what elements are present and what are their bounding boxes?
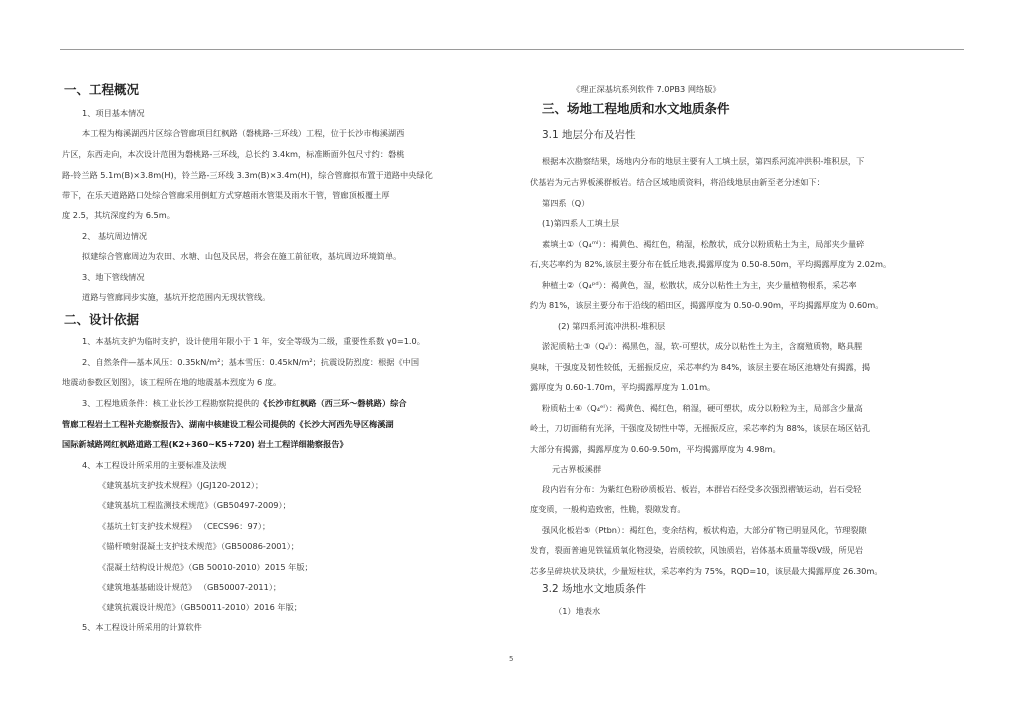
paragraph-line: 岭土，刀切面稍有光泽，干强度及韧性中等，无摇振反应，采芯率约为 88%，该层在场区钻孔 <box>530 423 871 433</box>
paragraph-line: 露厚度为 0.60-1.70m，平均揭露厚度为 1.01m。 <box>530 382 716 392</box>
paragraph-line: 度变质，一般构造致密，性脆，裂隙发育。 <box>530 504 686 514</box>
paragraph-line: 强风化板岩⑤（Ptbn）：褐红色，变余结构，板状构造，大部分矿物已明显风化，节理裂隙 <box>542 525 867 535</box>
paragraph-line: 本工程为梅溪湖西片区综合管廊项目红枫路（磐桃路-三环线）工程，位于长沙市梅溪湖西 <box>82 128 405 138</box>
paragraph-line: 种植土②（Q₄ᵖᵈ）：褐黄色，湿，松散状，成分以粘性土为主，夹少量植物根系，采芯率 <box>542 280 857 290</box>
stratum-title: 元古界板溪群 <box>552 464 602 474</box>
standard-item: 《锚杆喷射混凝土支护技术规范》（GB50086-2001）； <box>98 541 299 551</box>
paragraph-line: 管廊工程岩土工程补充勘察报告》、湖南中核建设工程公司提供的《长沙大河西先导区梅溪湖 <box>62 419 394 429</box>
paragraph-line: 路-铃兰路 5.1m(B)×3.8m(H)，铃兰路-三环线 3.3m(B)×3.4m(H)，综合管廊拟布置于道路中央绿化 <box>62 170 433 180</box>
subsection-1-1: 1、项目基本情况 <box>82 108 145 118</box>
paragraph-line: 发育，裂面普遍见铁锰质氧化物浸染，岩质较软，风蚀质岩，岩体基本质量等级Ⅴ级，所见岩 <box>530 545 864 555</box>
paragraph-line: 道路与管廊同步实施，基坑开挖范围内无现状管线。 <box>82 292 271 302</box>
standard-item: 《建筑基坑工程监测技术规范》（GB50497-2009）； <box>98 500 291 510</box>
subsection-3-2: 3.2 场地水文地质条件 <box>542 583 647 595</box>
header-rule <box>60 49 964 50</box>
bold-text: 《长沙市红枫路（西三环～磐桃路）综合 <box>259 398 407 408</box>
paragraph-line: 芯多呈碎块状及块状，少量短柱状，采芯率约为 75%，RQD=10，该层最大揭露厚度 26.30m。 <box>530 566 883 576</box>
plain-text: 3、工程地质条件：核工业长沙工程勘察院提供的 <box>82 398 260 408</box>
paragraph-line: 臭味，干强度及韧性较低，无摇振反应，采芯率约为 84%，该层主要在场区池塘处有揭露，揭 <box>530 362 871 372</box>
paragraph-line: 地震动参数区划图》，该工程所在地的地震基本烈度为 6 度。 <box>62 377 282 387</box>
standard-item: 《建筑地基基础设计规范》 （GB50007-2011）； <box>98 582 282 592</box>
paragraph-line: 国际新城路网红枫路道路工程(K2+360~K5+720) 岩土工程详细勘察报告》 <box>62 439 348 449</box>
paragraph-line: 石,夹芯率约为 82%,该层主要分布在低丘地表,揭露厚度为 0.50-8.50m，平均揭露厚度为 2.02m。 <box>530 259 892 269</box>
paragraph-line: 2、自然条件—基本风压：0.35kN/m²；基本雪压：0.45kN/m²；抗震设防烈度：根据《中国 <box>82 357 420 367</box>
paragraph-line: 段内岩有分布：为紫红色粉砂质板岩、板岩，本群岩石经受多次强烈褶皱运动，岩石受轻 <box>542 484 862 494</box>
section-1-title: 一、工程概况 <box>64 82 140 97</box>
stratum-subtitle: (2) 第四系河流冲洪积-堆积层 <box>558 321 666 331</box>
standard-item: 《混凝土结构设计规范》（GB 50010-2010）2015 年版； <box>98 562 313 572</box>
stratum-subtitle: (1)第四系人工填土层 <box>542 218 620 228</box>
stratum-title: 第四系（Q） <box>542 198 590 208</box>
standard-item: 《建筑抗震设计规范》（GB50011-2010）2016 年版； <box>98 602 302 612</box>
paragraph-line: 1、本基坑支护为临时支护，设计使用年限小于 1 年，安全等级为二级，重要性系数 γ0=1.0。 <box>82 336 425 346</box>
subsection-1-3: 3、地下管线情况 <box>82 272 145 282</box>
paragraph-line: 拟建综合管廊周边为农田、水塘、山包及民居，将会在施工前征收，基坑周边环境简单。 <box>82 251 402 261</box>
paragraph-line: 5、本工程设计所采用的计算软件 <box>82 622 202 632</box>
paragraph-line: 粉质粘土④（Q₄ᵉˡ）：褐黄色、褐红色，稍湿，硬可塑状，成分以粉粒为主，局部含少量高 <box>542 403 863 413</box>
paragraph-line: 淤泥质粘土③（Q₄ˡ）：褐黑色，湿，软-可塑状，成分以粘性土为主，含腐殖质物，略具腥 <box>542 341 863 351</box>
standard-item: 《基坑土钉支护技术规程》 （CECS96：97）； <box>98 521 271 531</box>
section-2-title: 二、设计依据 <box>64 312 140 327</box>
paragraph-line: 度 2.5，其坑深度约为 6.5m。 <box>62 210 175 220</box>
subsection-3-1: 3.1 地层分布及岩性 <box>542 129 636 141</box>
section-3-title: 三、场地工程地质和水文地质条件 <box>542 101 730 116</box>
page-number: 5 <box>509 655 514 663</box>
paragraph-line: 素填土①（Q₄ᵐˡ）：褐黄色、褐红色，稍湿，松散状，成分以粉质粘土为主，局部夹少量碎 <box>542 239 865 249</box>
paragraph-line: 根据本次勘察结果，场地内分布的地层主要有人工填土层，第四系河流冲洪积-堆积层，下 <box>542 156 865 166</box>
paragraph-line <box>82 398 407 409</box>
paragraph-line: 约为 81%，该层主要分布于沿线的稻田区，揭露厚度为 0.50-0.90m，平均揭露厚度为 0.60m。 <box>530 300 884 310</box>
paragraph-line: 带下，在乐天道路路口处综合管廊采用倒虹方式穿越雨水管渠及雨水干管，管廊顶板覆土厚 <box>62 190 390 200</box>
paragraph-line: 片区，东西走向，本次设计范围为磐桃路-三环线，总长约 3.4km，标准断面外包尺寸约：磐桃 <box>62 149 405 159</box>
subsection-1-2: 2、 基坑周边情况 <box>82 231 148 241</box>
subsection-3-2-1: （1）地表水 <box>554 606 601 616</box>
paragraph-line: 大部分有揭露，揭露厚度为 0.60-9.50m，平均揭露厚度为 4.98m。 <box>530 444 781 454</box>
paragraph-line: 4、本工程设计所采用的主要标准及法规 <box>82 460 227 470</box>
paragraph-line: 伏基岩为元古界板溪群板岩。结合区域地质资料，将沿线地层由新至老分述如下： <box>530 177 825 187</box>
software-name: 《理正深基坑系列软件 7.0PB3 网络版》 <box>572 84 721 94</box>
standard-item: 《建筑基坑支护技术规程》（JGJ120-2012）； <box>98 480 264 490</box>
